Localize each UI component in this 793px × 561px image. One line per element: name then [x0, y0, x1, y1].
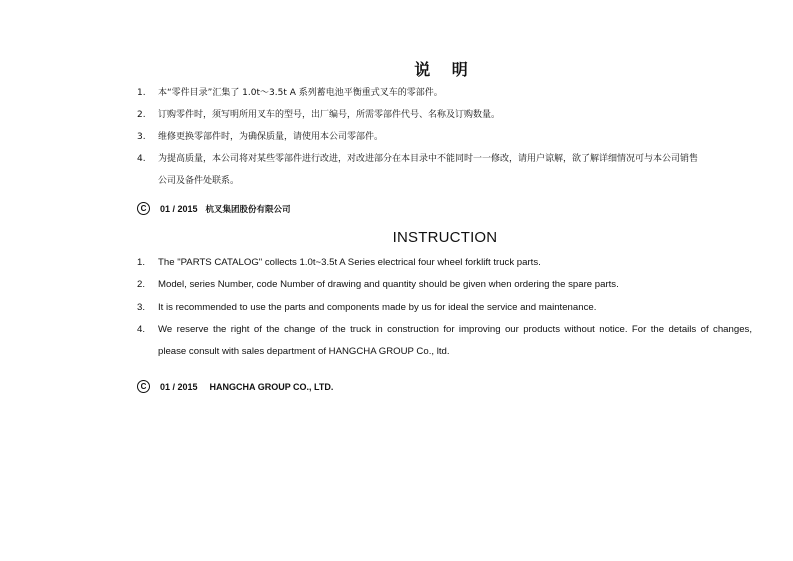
copyright-icon: C [137, 202, 150, 215]
en-copyright-org: HANGCHA GROUP CO., LTD. [209, 381, 334, 392]
cn-copyright-date: 01 / 2015 [160, 203, 198, 214]
en-title: INSTRUCTION [392, 229, 498, 246]
cn-item-1-number: 1. [137, 88, 146, 98]
en-item-2-number: 2. [137, 279, 146, 290]
en-item-4-text: We reserve the right of the change of the truck in construction for improving our products without notice. For the details of changes, [158, 324, 752, 335]
cn-item-1-text: 本“零件目录”汇集了 1.0t～3.5t A 系列蓄电池平衡重式叉车的零部件。 [158, 88, 443, 98]
cn-item-4-text: 为提高质量，本公司将对某些零部件进行改进，对改进部分在本目录中不能同时一一修改，请用户谅解，欲了解详细情况可与本公司销售 [158, 154, 699, 164]
cn-title: 说 明 [414, 60, 476, 79]
en-item-3-text: It is recommended to use the parts and components made by us for ideal the service and maintenance. [158, 302, 597, 313]
cn-item-3-text: 维修更换零部件时，为确保质量，请使用本公司零部件。 [158, 132, 384, 142]
cn-item-4-number: 4. [137, 154, 146, 164]
cn-copyright [137, 202, 291, 215]
en-item-4-number: 4. [137, 324, 146, 335]
en-item-3-number: 3. [137, 302, 146, 313]
copyright-icon: C [137, 380, 150, 393]
en-copyright [137, 380, 333, 393]
en-item-4-continuation: please consult with sales department of HANGCHA GROUP Co., ltd. [158, 346, 450, 357]
cn-item-3-number: 3. [137, 132, 146, 142]
en-item-1-text: The "PARTS CATALOG" collects 1.0t~3.5t A Series electrical four wheel forklift truck parts. [158, 257, 541, 268]
cn-item-2-number: 2. [137, 110, 146, 120]
en-item-1-number: 1. [137, 257, 146, 268]
cn-copyright-org: 杭叉集团股份有限公司 [205, 204, 291, 215]
en-item-2-text: Model, series Number, code Number of drawing and quantity should be given when ordering the spare parts. [158, 279, 619, 290]
en-copyright-date: 01 / 2015 [160, 381, 198, 392]
cn-item-4-continuation: 公司及备件处联系。 [158, 176, 240, 186]
cn-item-2-text: 订购零件时，须写明所用叉车的型号，出厂编号，所需零部件代号、名称及订购数量。 [158, 110, 501, 120]
